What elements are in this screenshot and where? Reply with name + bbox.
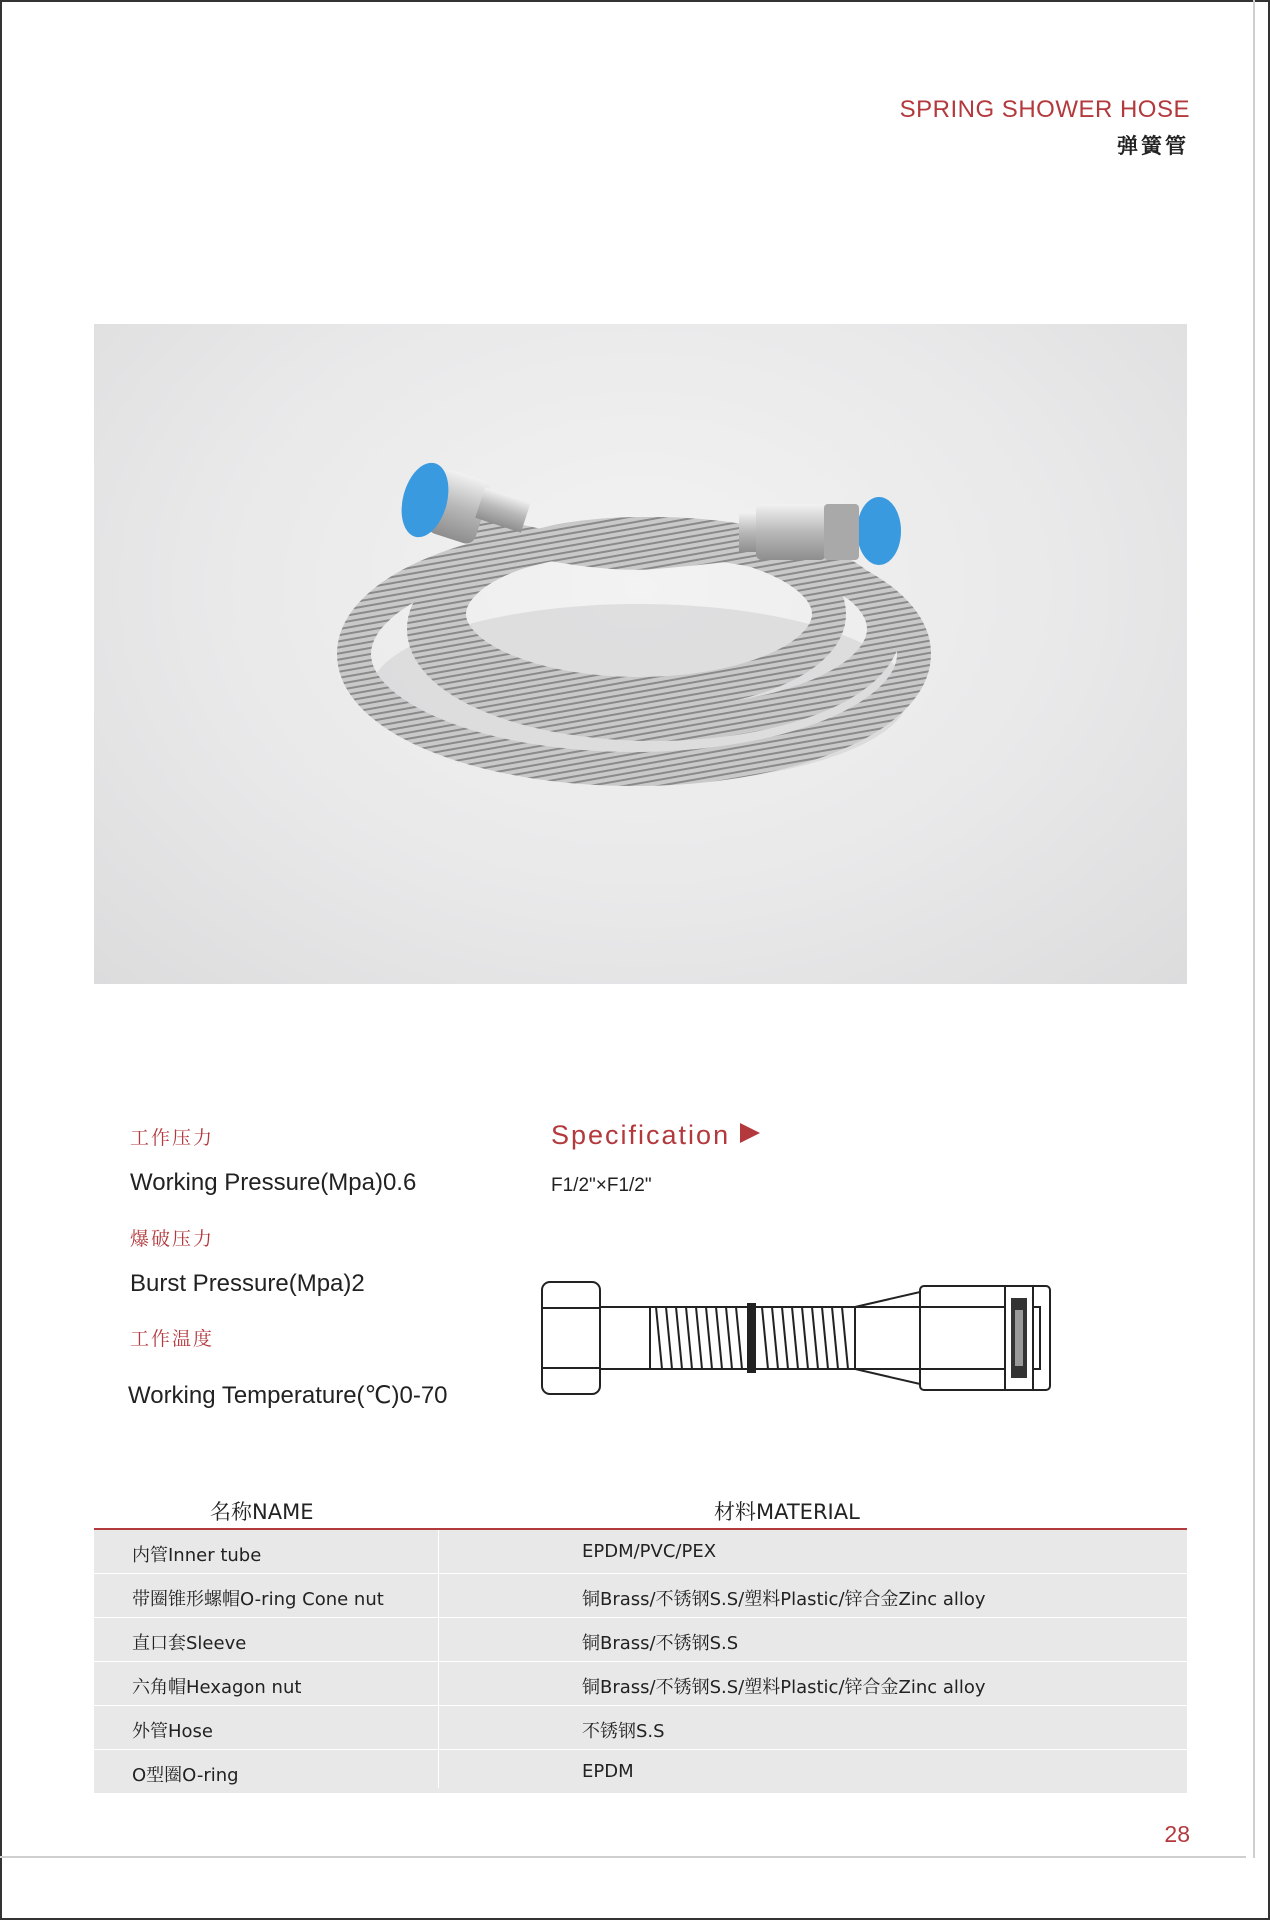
table-row <box>94 1530 1187 1574</box>
table-header-material: 材料MATERIAL <box>714 1500 860 1524</box>
row-name: 直口套Sleeve <box>132 1633 247 1654</box>
shower-hose-illustration <box>94 324 1187 984</box>
specification-heading <box>551 1120 760 1151</box>
page-border-top <box>0 0 1270 2</box>
page-title-en: SPRING SHOWER HOSE <box>899 96 1190 123</box>
row-name: 外管Hose <box>132 1721 213 1742</box>
row-name: 内管Inner tube <box>132 1545 262 1566</box>
working-pressure-value: Working Pressure(Mpa)0.6 <box>130 1169 417 1196</box>
row-material: EPDM/PVC/PEX <box>582 1541 717 1562</box>
working-temperature-value: Working Temperature(℃)0-70 <box>128 1382 448 1409</box>
table-row <box>94 1706 1187 1750</box>
row-material: 不锈钢S.S <box>582 1721 665 1742</box>
working-pressure-label: 工作压力 <box>130 1127 215 1149</box>
margin-line-horizontal <box>0 1856 1246 1858</box>
row-material: 铜Brass/不锈钢S.S/塑料Plastic/锌合金Zinc alloy <box>582 1677 986 1698</box>
burst-pressure-value: Burst Pressure(Mpa)2 <box>130 1270 365 1297</box>
row-name: 六角帽Hexagon nut <box>132 1677 302 1698</box>
page-title-cn: 弹簧管 <box>1117 134 1189 158</box>
working-temperature-label: 工作温度 <box>130 1328 215 1350</box>
table-header-name: 名称NAME <box>210 1500 314 1524</box>
play-arrow-icon <box>740 1123 760 1143</box>
materials-table <box>94 1530 1187 1794</box>
table-column-divider <box>438 1530 439 1788</box>
row-material: EPDM <box>582 1761 634 1782</box>
table-row <box>94 1750 1187 1794</box>
page-border-left <box>0 0 2 1920</box>
right-blue-cap <box>857 497 901 565</box>
specification-title: Specification <box>551 1120 731 1150</box>
hose-technical-drawing <box>535 1270 1075 1405</box>
table-row <box>94 1662 1187 1706</box>
page-number: 28 <box>1164 1821 1190 1847</box>
row-name: O型圈O-ring <box>132 1765 239 1786</box>
product-photo <box>94 324 1187 984</box>
row-name: 带圈锥形螺帽O-ring Cone nut <box>132 1589 384 1610</box>
row-material: 铜Brass/不锈钢S.S/塑料Plastic/锌合金Zinc alloy <box>582 1589 986 1610</box>
specification-value: F1/2"×F1/2" <box>551 1175 652 1196</box>
table-row <box>94 1574 1187 1618</box>
table-row <box>94 1618 1187 1662</box>
margin-line-vertical <box>1253 0 1255 1858</box>
row-material: 铜Brass/不锈钢S.S <box>582 1633 739 1654</box>
burst-pressure-label: 爆破压力 <box>130 1228 215 1250</box>
